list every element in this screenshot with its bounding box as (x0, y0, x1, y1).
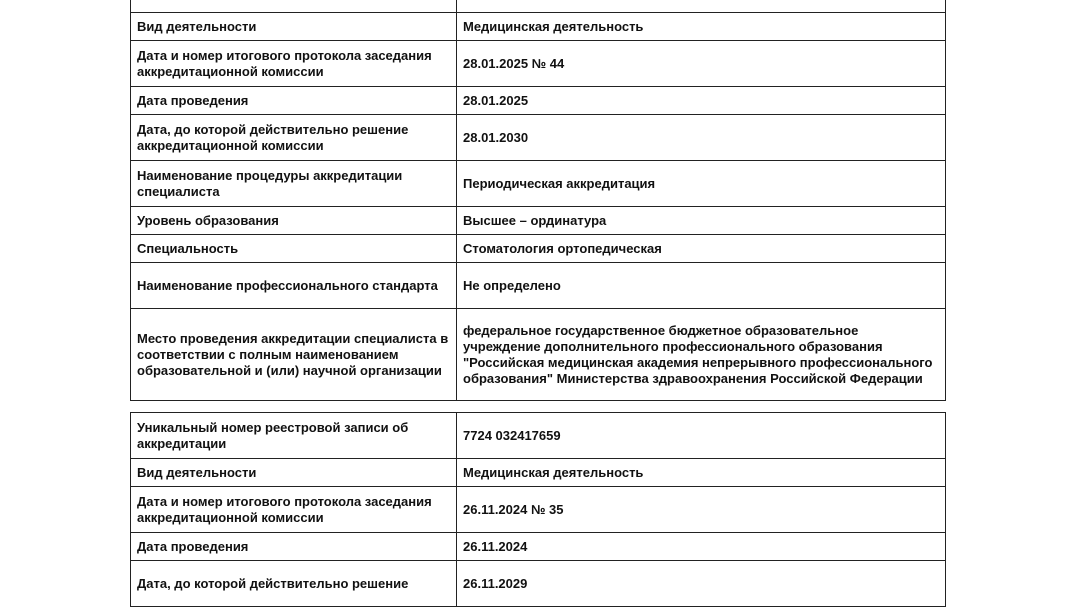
row-value: 28.01.2030 (457, 115, 946, 161)
row-label: Дата, до которой действительно решение (131, 561, 457, 607)
row-value: 26.11.2029 (457, 561, 946, 607)
row-value (457, 0, 946, 13)
table-row (131, 459, 946, 487)
table-row (131, 235, 946, 263)
accreditation-record-table-1 (130, 0, 946, 401)
row-label: Наименование профессионального стандарта (131, 263, 457, 309)
table-row (131, 87, 946, 115)
row-value: 26.11.2024 (457, 533, 946, 561)
table-row (131, 161, 946, 207)
table-row (131, 263, 946, 309)
table-row (131, 41, 946, 87)
row-label: Дата проведения (131, 533, 457, 561)
row-value: 28.01.2025 № 44 (457, 41, 946, 87)
row-value: Медицинская деятельность (457, 459, 946, 487)
row-label: Специальность (131, 235, 457, 263)
table-row (131, 115, 946, 161)
row-label: Вид деятельности (131, 459, 457, 487)
row-value: Не определено (457, 263, 946, 309)
row-label: Дата и номер итогового протокола заседания аккредитационной комиссии (131, 41, 457, 87)
row-label: Вид деятельности (131, 13, 457, 41)
table-row (131, 309, 946, 401)
row-value: 7724 032417659 (457, 413, 946, 459)
row-label: Дата, до которой действительно решение аккредитационной комиссии (131, 115, 457, 161)
table-row (131, 533, 946, 561)
row-label: Наименование процедуры аккредитации специалиста (131, 161, 457, 207)
row-value: 26.11.2024 № 35 (457, 487, 946, 533)
table-row-cutoff (131, 0, 946, 13)
accreditation-record-table-2 (130, 412, 946, 607)
table-row (131, 13, 946, 41)
row-value: Стоматология ортопедическая (457, 235, 946, 263)
row-label: Место проведения аккредитации специалиста в соответствии с полным наименованием образовательной и (или) научной организации (131, 309, 457, 401)
table-row (131, 487, 946, 533)
row-label: Дата и номер итогового протокола заседания аккредитационной комиссии (131, 487, 457, 533)
row-label: Уровень образования (131, 207, 457, 235)
table-row (131, 561, 946, 607)
row-label: Дата проведения (131, 87, 457, 115)
row-value: Периодическая аккредитация (457, 161, 946, 207)
table-row (131, 413, 946, 459)
row-label: Уникальный номер реестровой записи об аккредитации (131, 413, 457, 459)
row-value: 28.01.2025 (457, 87, 946, 115)
row-value: Высшее – ординатура (457, 207, 946, 235)
table-row (131, 207, 946, 235)
row-value: федеральное государственное бюджетное образовательное учреждение дополнительного профессионального образования "Российская медицинская академия непрерывного профессионального образования" Министерства здравоохранения Российской Федерации (457, 309, 946, 401)
row-value: Медицинская деятельность (457, 13, 946, 41)
row-label (131, 0, 457, 13)
